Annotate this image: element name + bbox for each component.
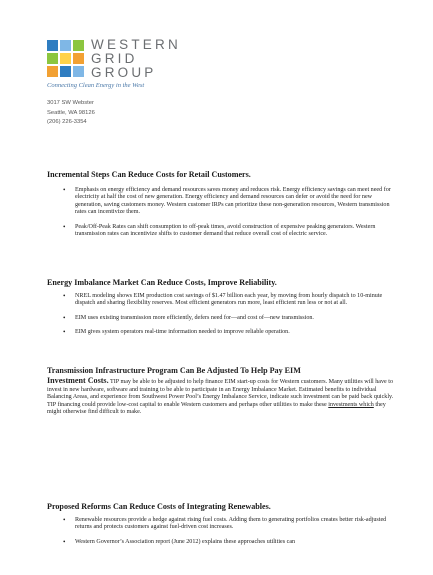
list-item: • Emphasis on energy efficiency and demand resources saves money and reduces risk. Energy efficiency savings can meet need for electricity at half the cost of new generation. Energy efficiency and demand resources can defer or avoid the need for new generation, saving customers money. Western customer IRPs can prioritize these non-generation resources, Western transmission rates can incentivize them. — [47, 187, 397, 217]
bullet-list — [47, 293, 397, 337]
list-item: • Western Governor’s Association report (June 2012) explains these approaches utilities can — [47, 539, 397, 546]
logo-line-1: WESTERN — [91, 37, 181, 52]
section-retail-customers — [47, 170, 397, 245]
logo-wordmark — [91, 38, 181, 80]
list-item: • Peak/Off-Peak Rates can shift consumption to off-peak times, avoid construction of expensive peaking generators. Western transmission rates can incentivize shifts to customer demand that reduce overall cost of electric service. — [47, 224, 397, 239]
section-title-continued: Investment Costs. — [47, 376, 109, 386]
paragraph-text-end: they might otherwise find difficult to make. — [47, 401, 386, 416]
address-street: 3017 SW Webster — [47, 100, 94, 106]
logo-line-3: GROUP — [91, 65, 157, 80]
section-title: Incremental Steps Can Reduce Costs for Retail Customers. — [47, 170, 251, 179]
section-integrating-renewables — [47, 502, 397, 553]
section-title: Proposed Reforms Can Reduce Costs of Integrating Renewables. — [47, 502, 271, 511]
address-phone: (206) 226-3354 — [47, 119, 87, 126]
western-grid-group-logo — [47, 38, 217, 96]
section-title: Transmission Infrastructure Program Can Be Adjusted To Help Pay EIM — [47, 366, 301, 375]
address-block — [47, 99, 95, 128]
inline-link[interactable]: investments which — [328, 401, 374, 408]
list-item: • EIM uses existing transmission more efficiently, defers need for—and cost of—new transmission. — [47, 315, 397, 322]
section-transmission-infrastructure-program — [47, 366, 397, 416]
section-paragraph — [47, 366, 397, 416]
bullet-list — [47, 517, 397, 546]
list-item: • EIM gives system operators real-time information needed to improve reliable operation. — [47, 329, 397, 336]
section-energy-imbalance-market — [47, 278, 397, 344]
grid-squares-logo-icon — [47, 40, 85, 78]
logo-tagline: Connecting Clean Energy in the West — [47, 82, 145, 89]
list-item: • NREL modeling shows EIM production cost savings of $1.47 billion each year, by moving from hourly dispatch to 10-minute dispatch and sharing flexibility reserves. Most efficient generators run more, least efficient run less or not at all. — [47, 293, 397, 308]
logo-line-2: GRID — [91, 51, 138, 66]
bullet-list — [47, 187, 397, 238]
paragraph-text: TIP may be able to be adjusted to help finance EIM start-up costs for Western customers. Many utilities will have to invest in new hardware, software and training to be able to participate in an Energy Imbalance Market. Estimated benefits to individual Balancing Areas, and experience from Southwest Power Pool’s Energy Imbalance Service, indicate such investment can be paid back quickly. TIP financing could provide low-cost capital to enable Western customers and perhaps other utilities to make these — [47, 379, 394, 408]
list-item: • Renewable resources provide a hedge against rising fuel costs. Adding them to generating portfolios creates better risk-adjusted returns and protects customers against fuel-driven cost increases. — [47, 517, 397, 532]
address-city: Seattle, WA 98126 — [47, 109, 95, 116]
section-title: Energy Imbalance Market Can Reduce Costs, Improve Reliability. — [47, 278, 277, 287]
